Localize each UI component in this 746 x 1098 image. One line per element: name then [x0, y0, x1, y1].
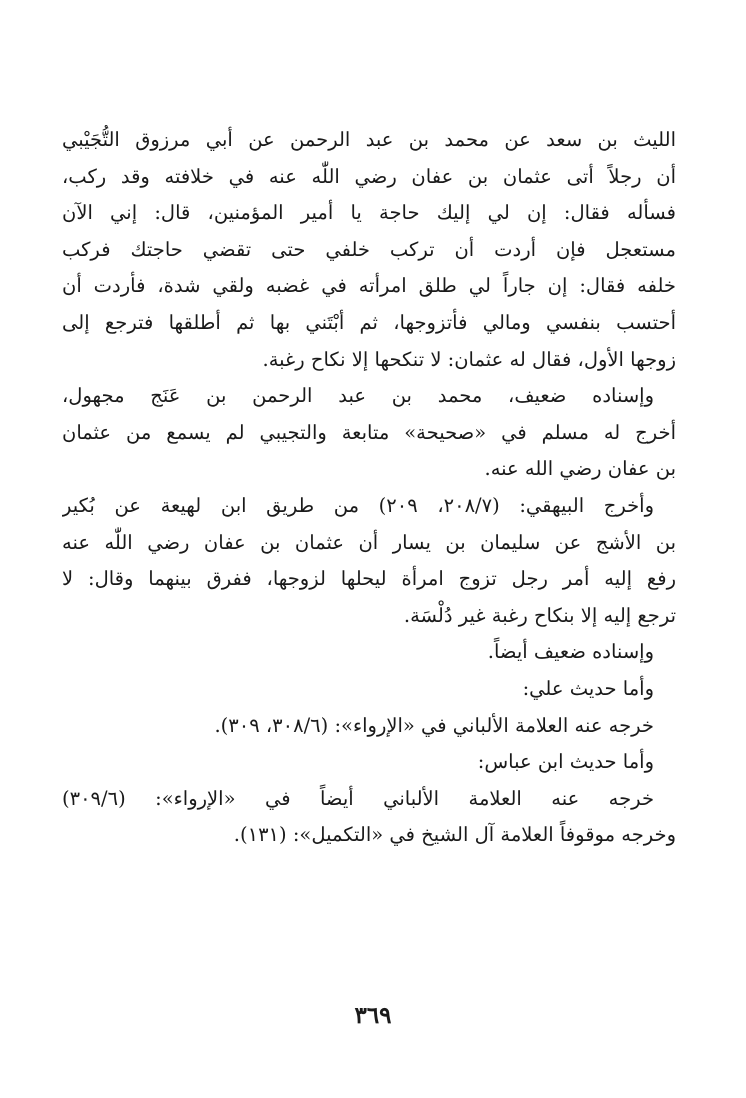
- text-line: أحتسب بنفسي ومالي فأتزوجها، ثم أبْتَني بها ثم أطلقها فترجع إلى: [62, 310, 676, 334]
- text-line: مستعجل فإن أردت أن تركب خلفي حتى تقضي حاجتك فركب: [62, 237, 676, 261]
- text-line: وأما حديث علي:: [522, 676, 654, 700]
- text-line: فسأله فقال: إن لي إليك حاجة يا أمير المؤمنين، قال: إني الآن: [62, 201, 676, 225]
- text-line: وأخرج البيهقي: (٢٠٨/٧، ٢٠٩) من طريق ابن لهيعة عن بُكير: [62, 493, 654, 517]
- text-line: ترجع إليه إلا بنكاح رغبة غير دُلْسَة.: [403, 603, 676, 627]
- text-line: وإسناده ضعيف، محمد بن عبد الرحمن بن عَنَج مجهول،: [62, 384, 654, 408]
- text-line: خرجه عنه العلامة الألباني في «الإرواء»: (٣٠٨/٦، ٣٠٩).: [214, 713, 654, 737]
- text-line: أن رجلاً أتى عثمان بن عفان رضي اللّٰه عنه في خلافته وقد ركب،: [62, 164, 676, 188]
- text-line: خلفه فقال: إن جاراً لي طلق امرأته في غضبه ولقي شدة، فأردت أن: [62, 274, 676, 298]
- text-line: بن الأشج عن سليمان بن يسار أن عثمان بن عفان رضي اللّٰه عنه: [62, 530, 676, 554]
- text-line: زوجها الأول، فقال له عثمان: لا تنكحها إلا نكاح رغبة.: [262, 347, 676, 371]
- page-number: ٣٦٩: [354, 1002, 392, 1029]
- text-line: الليث بن سعد عن محمد بن عبد الرحمن عن أبي مرزوق التُّجَيْبي: [62, 128, 676, 151]
- body-text: [62, 122, 676, 854]
- text-line: أخرج له مسلم في «صحيحة» متابعة والتجيبي لم يسمع من عثمان: [62, 420, 676, 444]
- text-line: بن عفان رضي الله عنه.: [484, 457, 676, 481]
- text-line: وإسناده ضعيف أيضاً.: [487, 640, 654, 664]
- text-line: وخرجه موقوفاً العلامة آل الشيخ في «التكميل»: (١٣١).: [233, 823, 676, 847]
- text-line: رفع إليه أمر رجل تزوج امرأة ليحلها لزوجها، ففرق بينهما وقال: لا: [62, 567, 676, 591]
- text-line: خرجه عنه العلامة الألباني أيضاً في «الإرواء»: (٣٠٩/٦): [62, 786, 654, 810]
- text-line: وأما حديث ابن عباس:: [477, 750, 654, 774]
